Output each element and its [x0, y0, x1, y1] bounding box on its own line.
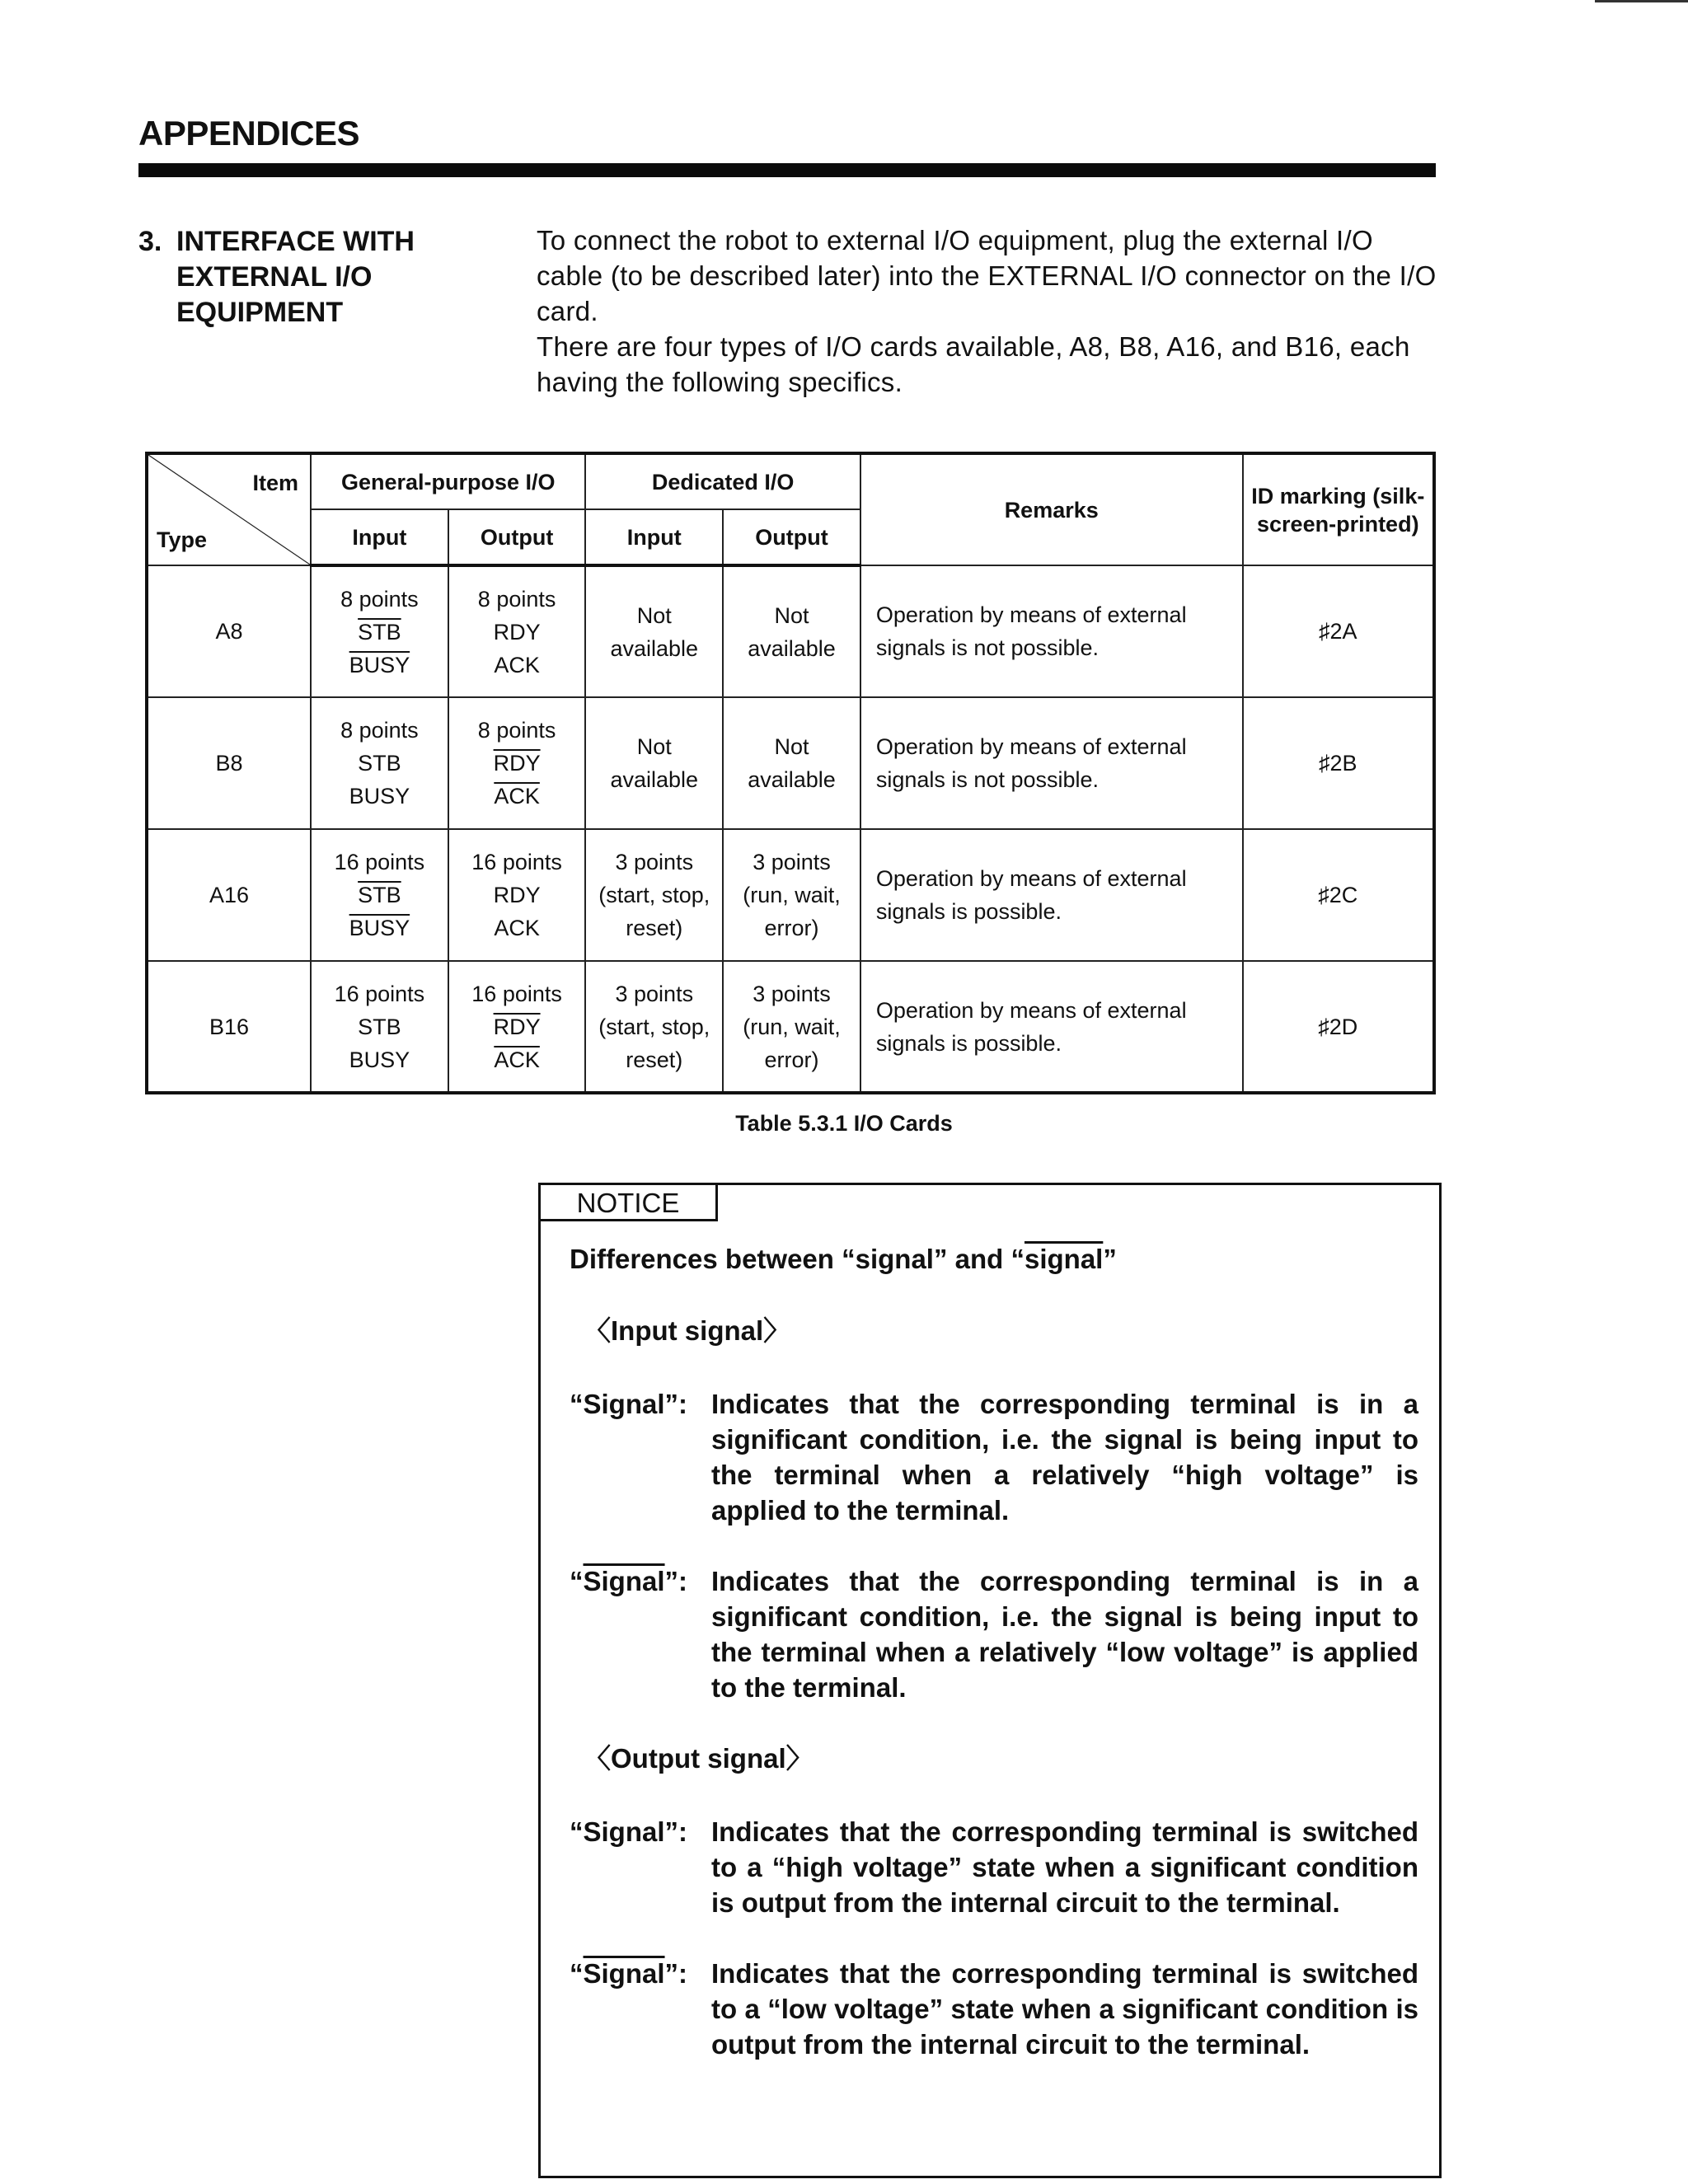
table-row: [147, 829, 1434, 961]
ded-input-header: Input: [585, 509, 723, 565]
term-signal: “Signal”:: [570, 1816, 688, 1847]
definition-text: Indicates that the corresponding terminal is in a significant condition, i.e. the signal is being input to the terminal when a relatively “high voltage” is applied to the terminal.: [711, 1389, 1418, 1526]
gen-output-cell: 8 points $\overline{RDY}$ $\overline{ACK}$: [448, 697, 586, 829]
definition-output-signal: [570, 1814, 1418, 1920]
type-cell: B8: [147, 697, 311, 829]
gen-input-cell: 16 points STB BUSY: [311, 961, 448, 1093]
gen-input-header: Input: [311, 509, 448, 565]
notice-content: [570, 1241, 1418, 2062]
definition-text: Indicates that the corresponding terminal is switched to a “low voltage” state when a significant condition is output from the internal circuit to the terminal.: [711, 1958, 1418, 2060]
notice-heading: Differences between “signal” and “signal”: [570, 1244, 1117, 1274]
id-marking-cell: ♯2A: [1243, 565, 1434, 697]
table-row: [147, 961, 1434, 1093]
remarks-cell: Operation by means of external signals is not possible.: [860, 565, 1243, 697]
ded-input-cell: Not available: [585, 565, 723, 697]
remarks-cell: Operation by means of external signals is possible.: [860, 829, 1243, 961]
ded-output-cell: 3 points (run, wait, error): [723, 961, 860, 1093]
table-caption: Table 5.3.1 I/O Cards: [735, 1111, 953, 1136]
definition-output-signal-bar: [570, 1956, 1418, 2062]
intro-text: [537, 223, 1439, 400]
term-signal-bar: “Signal”:: [570, 1566, 688, 1596]
intro-paragraph-2: There are four types of I/O cards available, A8, B8, A16, and B16, each having the following specifics.: [537, 331, 1410, 397]
ded-output-cell: Not available: [723, 565, 860, 697]
definition-text: Indicates that the corresponding terminal is switched to a “high voltage” state when a significant condition is output from the internal circuit to the terminal.: [711, 1816, 1418, 1918]
ded-input-cell: 3 points (start, stop, reset): [585, 829, 723, 961]
gen-input-cell: 16 points $\overline{STB}$ BUSY: [311, 829, 448, 961]
table-row: [147, 565, 1434, 697]
type-cell: A8: [147, 565, 311, 697]
term-signal: “Signal”:: [570, 1389, 688, 1419]
gen-output-cell: 8 points RDY ACK: [448, 565, 586, 697]
term-signal-bar: “Signal”:: [570, 1958, 688, 1989]
corner-rule: [1595, 0, 1688, 2]
type-cell: A16: [147, 829, 311, 961]
ded-input-cell: Not available: [585, 697, 723, 829]
ded-output-cell: 3 points (run, wait, error): [723, 829, 860, 961]
section-heading-line-2: EXTERNAL I/O: [176, 261, 373, 293]
definition-input-signal-bar: [570, 1563, 1418, 1705]
remarks-cell: Operation by means of external signals is not possible.: [860, 697, 1243, 829]
title-rule: [138, 163, 1436, 177]
gen-output-cell: 16 points RDY ACK: [448, 829, 586, 961]
section-heading-line-3: EQUIPMENT: [176, 297, 344, 328]
corner-item-label: Item: [252, 471, 299, 495]
intro-paragraph-1: To connect the robot to external I/O equipment, plug the external I/O cable (to be described later) into the EXTERNAL I/O connector on the I/O card.: [537, 225, 1437, 326]
corner-header-cell: [147, 453, 311, 565]
gen-output-cell: 16 points $\overline{RDY}$ $\overline{ACK}$: [448, 961, 586, 1093]
section-heading: [138, 224, 485, 330]
ded-output-header: Output: [723, 509, 860, 565]
remarks-cell: Operation by means of external signals is possible.: [860, 961, 1243, 1093]
id-marking-cell: ♯2C: [1243, 829, 1434, 961]
page-title: APPENDICES: [138, 114, 360, 152]
header-row-1: [147, 453, 1434, 509]
ded-output-cell: Not available: [723, 697, 860, 829]
gen-output-header: Output: [448, 509, 586, 565]
notice-label: NOTICE: [576, 1188, 680, 1218]
id-marking-header: ID marking (silk-screen-printed): [1243, 453, 1434, 565]
io-cards-table: [145, 452, 1436, 1094]
definition-input-signal: [570, 1386, 1418, 1528]
general-purpose-header: General-purpose I/O: [311, 453, 585, 509]
ded-input-cell: 3 points (start, stop, reset): [585, 961, 723, 1093]
section-number: 3.: [138, 226, 162, 257]
type-cell: B16: [147, 961, 311, 1093]
input-signal-heading: 〈Input signal〉: [584, 1315, 791, 1346]
dedicated-header: Dedicated I/O: [585, 453, 860, 509]
gen-input-cell: 8 points $\overline{STB}$ BUSY: [311, 565, 448, 697]
output-signal-heading: 〈Output signal〉: [584, 1743, 814, 1774]
notice-box: [538, 1183, 1442, 2178]
id-marking-cell: ♯2D: [1243, 961, 1434, 1093]
gen-input-cell: 8 points STB BUSY: [311, 697, 448, 829]
section-heading-line-1: 3. INTERFACE WITH: [138, 224, 485, 260]
id-marking-cell: ♯2B: [1243, 697, 1434, 829]
corner-type-label: Type: [157, 527, 208, 552]
table-row: [147, 697, 1434, 829]
definition-text: Indicates that the corresponding terminal is in a significant condition, i.e. the signal is being input to the terminal when a relatively “low voltage” is applied to the terminal.: [711, 1566, 1418, 1703]
remarks-header: Remarks: [860, 453, 1243, 565]
